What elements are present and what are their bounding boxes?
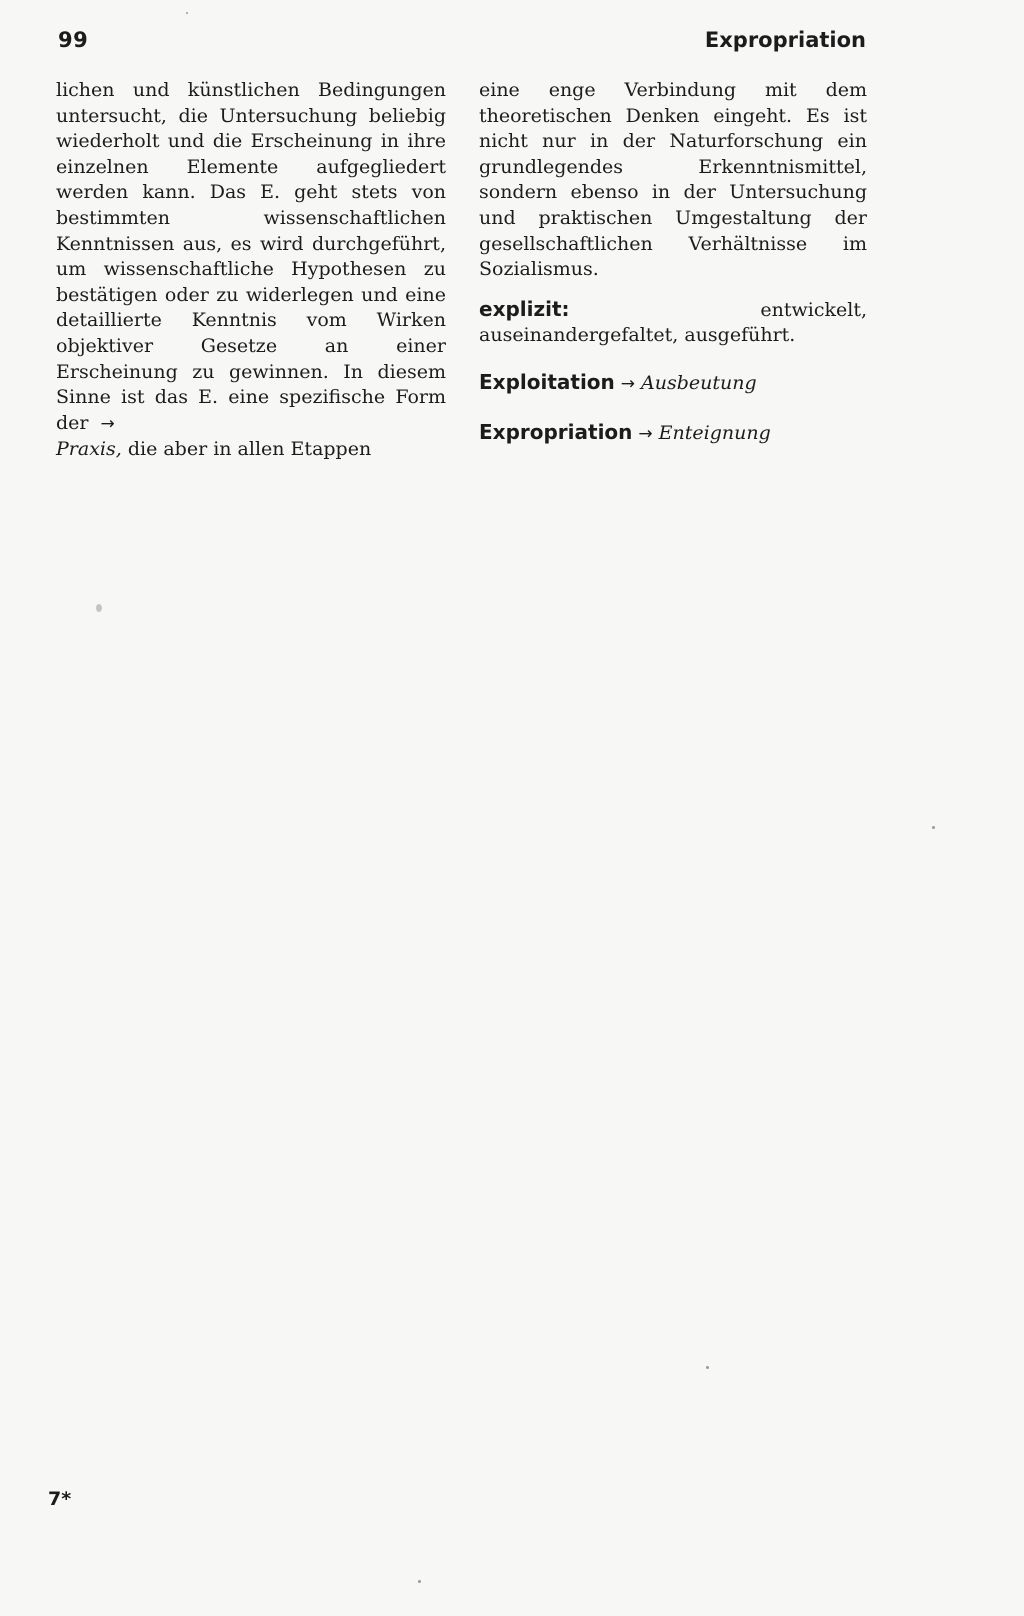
paper-speck [96, 604, 102, 612]
entry-expropriation [479, 417, 867, 449]
cross-reference-ausbeutung: Ausbeutung [641, 371, 757, 394]
page-number: 99 [58, 28, 89, 52]
entry-exploitation [479, 367, 867, 399]
cross-reference-arrow: → [620, 373, 636, 394]
paper-speck [418, 1580, 421, 1583]
left-paragraph-end: die aber in allen Etappen [127, 438, 372, 461]
paper-speck [186, 12, 188, 14]
headword-expropriation: Expropriation [479, 419, 633, 444]
cross-reference-arrow: → [100, 413, 115, 434]
left-column [56, 78, 446, 463]
right-column [479, 78, 867, 449]
signature-mark: 7* [48, 1488, 72, 1510]
headword-explizit: explizit: [479, 296, 570, 321]
left-paragraph [56, 78, 446, 463]
definition-explizit: entwickelt, auseinandergefaltet, ausgeführt. [479, 298, 867, 347]
entry-explizit [479, 297, 867, 349]
cross-reference-enteignung: Enteignung [658, 421, 771, 444]
right-paragraph: eine enge Verbindung mit dem theoretischen Denken eingeht. Es ist nicht nur in der Naturforschung ein grundlegendes Erkenntnismittel, sondern ebenso in der Untersuchung und praktischen Umgestaltung der gesellschaftlichen Verhältnisse im Sozialismus. [479, 79, 867, 281]
paper-speck [706, 1366, 709, 1369]
cross-reference-arrow: → [638, 423, 653, 444]
left-paragraph-text: lichen und künstlichen Bedingungen untersucht, die Untersuchung beliebig wiederholt und die Erscheinung in ihre einzelnen Elemente aufgegliedert werden kann. Das E. geht stets von bestimmten wissenschaftlichen Kenntnissen aus, es wird durchgeführt, um wissenschaftliche Hypothesen zu bestätigen oder zu widerlegen und eine detaillierte Kenntnis vom Wirken objektiver Gesetze an einer Erscheinung zu gewinnen. In diesem Sinne ist das E. eine spezifische Form der [56, 79, 446, 434]
cross-reference-praxis: Praxis, [56, 438, 122, 461]
paper-speck [932, 826, 935, 829]
headword-exploitation: Exploitation [479, 369, 615, 394]
running-head: Expropriation [704, 28, 866, 52]
